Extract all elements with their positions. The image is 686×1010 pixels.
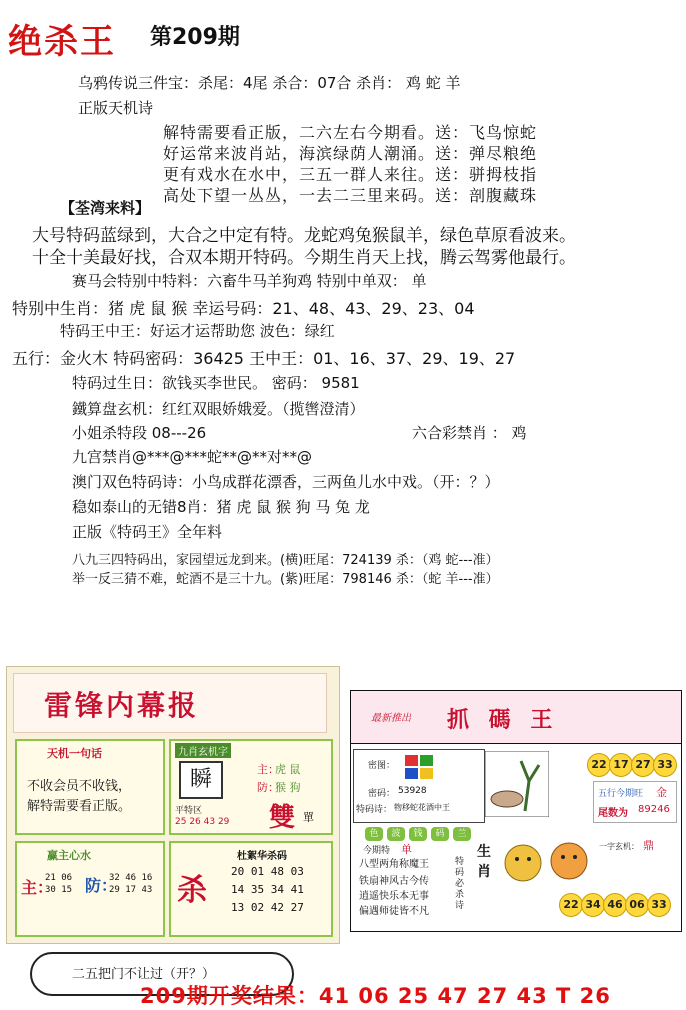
temawang-line: 特码王中王：好运才运帮助您 波色：绿红 [60, 322, 335, 340]
zhu-label: 主： [257, 763, 279, 776]
huaban-row-1: 20 01 48 03 [231, 865, 304, 878]
quannian-line: 正版《特码王》全年料 [72, 523, 223, 541]
tab-se: 色 [365, 827, 383, 841]
tianji-text-1: 不收会员不收钱， [27, 779, 132, 794]
tianji-label: 天机一句话 [47, 747, 102, 760]
zhua-poem-4: 偏遇师徒皆不凡 [359, 906, 429, 917]
brand-title: 绝杀王 [8, 22, 116, 62]
zhu-nums-1: 21 06 [45, 873, 73, 883]
bottom-ball-3: 46 [603, 893, 627, 917]
zhua-poem-2: 铁扇神风古今传 [359, 876, 429, 887]
tab-qian: 钱 [409, 827, 427, 841]
pingte-label: 平特区 [175, 806, 203, 816]
fang-nums-1: 32 46 16 [109, 873, 153, 883]
lei-title: 雷锋内幕报 [44, 689, 200, 722]
zhua-poem-1: 八型两角称魔王 [359, 859, 429, 870]
bottom-ball-5: 33 [647, 893, 671, 917]
sha-char: 杀 [177, 873, 207, 908]
jiuxiao-box [169, 739, 333, 835]
code-label: 密码： [368, 789, 396, 799]
lei-title-box [13, 673, 327, 733]
mima-label: 密图： [368, 761, 396, 771]
zhuye-label: 赢主心水 [47, 849, 91, 862]
huaban-row-2: 14 35 34 41 [231, 883, 304, 896]
bottom-ball-1: 22 [559, 893, 583, 917]
dan-char: 單 [303, 811, 314, 824]
zhua-panel [350, 690, 682, 932]
cloud-text: 二五把门不让过（开？） [72, 967, 216, 982]
bottom-ball-2: 34 [581, 893, 605, 917]
wuhang-value: 金 [656, 786, 667, 799]
code-value: 53928 [398, 786, 427, 796]
zhua-title: 抓 碼 王 [447, 707, 559, 733]
fang-value: 猴 狗 [275, 781, 301, 794]
tab-lan: 兰 [453, 827, 471, 841]
mima-side-value: 鼎 [643, 839, 654, 852]
huaban-row-3: 13 02 42 27 [231, 901, 304, 914]
liuhecai-line: 六合彩禁肖 ： 鸡 [412, 424, 527, 442]
sheng-char: 生 [477, 844, 491, 860]
guoshengri-line: 特码过生日：欲钱买李世民。 密码： 9581 [72, 374, 360, 392]
tebie-shengxiao-line: 特别中生肖：猪 虎 鼠 猴 幸运号码：21、48、43、29、23、04 [12, 299, 475, 318]
saima-line: 赛马会特别中特料：六畜牛马羊狗鸡 特别中单双： 单 [72, 272, 427, 290]
zhua-new: 最新推出 [371, 713, 411, 724]
aomen-line: 澳门双色特码诗：小鸟成群花漂香，三两鱼儿水中戏。（开：？） [72, 473, 500, 491]
weishu-value: 89246 [638, 804, 670, 815]
jinqi-dan: 单 [401, 843, 412, 856]
poem-line-4: 高处下望一丛丛，一去二三里来码。送：剖腹藏珠 [163, 186, 538, 205]
bottom-line-2: 举一反三猜不难，蛇酒不是三十九。(紫)旺尾：798146 杀：（蛇 羊---准） [72, 572, 499, 587]
wuya-line: 乌鸦传说三件宝：杀尾：4尾 杀合：07合 杀肖： 鸡 蛇 羊 [78, 74, 461, 92]
zhu-value: 虎 鼠 [275, 763, 301, 776]
tiesuanpan-line: 鐵算盘玄机：红红双眼娇娥爱。（揽辔澄清） [72, 400, 365, 418]
xiaojie-line: 小姐杀特段 08---26 [72, 424, 207, 442]
fang-nums-2: 29 17 43 [109, 885, 153, 895]
huaban-box [169, 841, 333, 937]
jinqi-label: 今期特 [363, 846, 391, 856]
top-ball-1: 22 [587, 753, 611, 777]
mouse-cartoon-icon [499, 831, 595, 891]
poem-line-3: 更有戏水在水中，三五一群人来往。送：骈拇枝指 [163, 165, 538, 184]
tianji-box [15, 739, 165, 835]
tianji-text-2: 解特需要看正版。 [27, 799, 132, 814]
mima-side-label: 一字玄机： [599, 842, 639, 851]
tab-ma: 码 [431, 827, 449, 841]
poem-line-2: 好运常来波肖站，海滨绿荫人潮涌。送：弹尽粮绝 [163, 144, 538, 163]
zhua-poem-3: 逍遥快乐本无事 [359, 891, 429, 902]
lei-panel [6, 666, 340, 944]
zhu-nums-2: 30 15 [45, 885, 73, 895]
zhuye-box [15, 841, 165, 937]
tema-shi-label: 特码诗： [356, 805, 393, 815]
windows-logo-icon [404, 754, 434, 780]
top-ball-4: 33 [653, 753, 677, 777]
tema-shi-value: 物移蛇花酒中王 [394, 803, 450, 812]
zhua-header [350, 690, 682, 744]
huaban-label: 杜絮华杀码 [237, 851, 287, 862]
quanwan-poem-2: 十全十美最好找，合双本期开特码。今期生肖天上找，腾云驾雾他最行。 [32, 248, 576, 268]
char-shun: 瞬 [179, 761, 223, 799]
xiao-char: 肖 [477, 864, 491, 880]
wuxing-line: 五行：金火木 特码密码：36425 王中王：01、16、37、29、19、27 [12, 349, 516, 368]
quanwan-heading: 【荃湾来料】 [60, 199, 151, 217]
draw-result: 209期开奖结果：41 06 25 47 27 43 T 26 [140, 984, 611, 1008]
quanwan-poem-1: 大号特码蓝绿到，大合之中定有特。龙蛇鸡兔猴鼠羊，绿色草原看波来。 [32, 226, 576, 246]
top-ball-3: 27 [631, 753, 655, 777]
poem-line-1: 解特需要看正版，二六左右今期看。送：飞鸟惊蛇 [163, 123, 538, 142]
top-ball-2: 17 [609, 753, 633, 777]
pingte-numbers: 25 26 43 29 [175, 817, 230, 827]
bottom-ball-4: 06 [625, 893, 649, 917]
zhua-info-box [353, 749, 485, 823]
weishu-label: 尾数为 [598, 808, 628, 819]
jiugong-line: 九宫禁肖@***@***蛇**@**对**@ [72, 448, 313, 466]
shuang-char: 雙 [269, 803, 296, 833]
wuhang-box [593, 781, 677, 823]
fang-short: 防： [85, 876, 118, 895]
bottom-line-1: 八九三四特码出，家园望远龙到来。(横)旺尾：724139 杀：（鸡 蛇---准） [72, 553, 499, 568]
issue-number: 第209期 [150, 25, 240, 50]
log-plant-picture-icon [485, 751, 549, 817]
fang-label: 防： [257, 781, 279, 794]
tianji-heading: 正版天机诗 [78, 99, 154, 117]
jiuxiao-label: 九肖玄机字 [175, 743, 231, 758]
zhu-short: 主： [21, 878, 54, 897]
wuhang-label: 五行今期旺 [598, 789, 644, 799]
wenru-line: 稳如泰山的无错8肖：猪 虎 鼠 猴 狗 马 兔 龙 [72, 498, 370, 516]
tema-side-label: 特码必杀诗 [455, 857, 465, 911]
tab-bo: 波 [387, 827, 405, 841]
